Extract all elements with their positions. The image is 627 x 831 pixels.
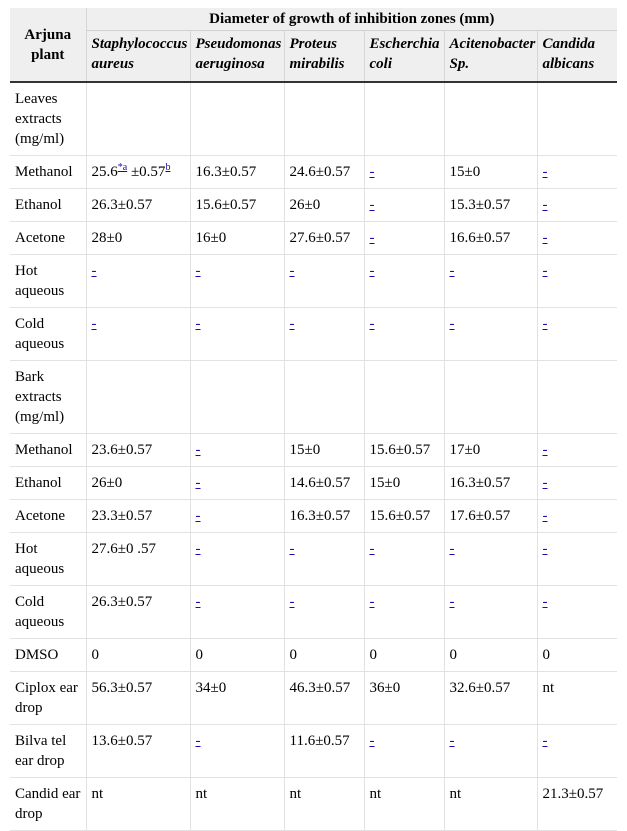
cell-proteus: 16.3±0.57 <box>284 500 364 533</box>
cell-candida <box>537 725 617 778</box>
table-row <box>10 222 617 255</box>
cell-candida <box>537 533 617 586</box>
cell-acitenobacter <box>444 255 537 308</box>
cell-proteus: 0 <box>284 639 364 672</box>
cell-candida <box>537 500 617 533</box>
cell-value: 25.6 <box>91 164 118 180</box>
cell-proteus: nt <box>284 778 364 831</box>
cell-escherchia <box>364 189 444 222</box>
cell-escherchia <box>364 156 444 189</box>
not-detected-link[interactable]: - <box>542 230 548 246</box>
cell-staphylococcus <box>86 255 190 308</box>
cell-proteus: 11.6±0.57 <box>284 725 364 778</box>
cell-pseudomonas <box>190 255 284 308</box>
not-detected-link[interactable]: - <box>542 508 548 524</box>
cell-escherchia: 36±0 <box>364 672 444 725</box>
cell-candida <box>537 467 617 500</box>
cell-staphylococcus: 23.3±0.57 <box>86 500 190 533</box>
not-detected-link[interactable]: - <box>542 541 548 557</box>
inhibition-zones-header: Diameter of growth of inhibition zones (mm) <box>86 8 617 31</box>
cell-acitenobacter: 17±0 <box>444 434 537 467</box>
not-detected-link[interactable]: - <box>449 263 455 279</box>
row-label: Methanol <box>10 156 86 189</box>
table-row <box>10 533 617 586</box>
cell-candida <box>537 308 617 361</box>
cell-proteus <box>284 361 364 434</box>
not-detected-link[interactable]: - <box>542 316 548 332</box>
not-detected-link[interactable]: - <box>542 594 548 610</box>
row-label: Methanol <box>10 434 86 467</box>
cell-candida <box>537 586 617 639</box>
table-row <box>10 434 617 467</box>
cell-pseudomonas: 16±0 <box>190 222 284 255</box>
cell-acitenobacter: nt <box>444 778 537 831</box>
cell-staphylococcus: 28±0 <box>86 222 190 255</box>
cell-staphylococcus: 26±0 <box>86 467 190 500</box>
not-detected-link[interactable]: - <box>195 508 201 524</box>
cell-acitenobacter: 17.6±0.57 <box>444 500 537 533</box>
column-header-candida: Candida albicans <box>537 31 617 83</box>
cell-staphylococcus: 26.3±0.57 <box>86 189 190 222</box>
cell-candida: 21.3±0.57 <box>537 778 617 831</box>
cell-staphylococcus: 0 <box>86 639 190 672</box>
column-header-escherchia: Escherchia coli <box>364 31 444 83</box>
cell-acitenobacter: 16.3±0.57 <box>444 467 537 500</box>
row-label: DMSO <box>10 639 86 672</box>
cell-acitenobacter: 32.6±0.57 <box>444 672 537 725</box>
not-detected-link[interactable]: - <box>369 594 375 610</box>
cell-escherchia <box>364 255 444 308</box>
cell-pseudomonas <box>190 82 284 156</box>
row-label: Leaves extracts (mg/ml) <box>10 82 86 156</box>
row-label: Candid ear drop <box>10 778 86 831</box>
cell-pseudomonas: 34±0 <box>190 672 284 725</box>
not-detected-link[interactable]: - <box>542 263 548 279</box>
table-body <box>10 82 617 831</box>
cell-acitenobacter: 16.6±0.57 <box>444 222 537 255</box>
cell-pseudomonas: 15.6±0.57 <box>190 189 284 222</box>
cell-staphylococcus: 26.3±0.57 <box>86 586 190 639</box>
cell-candida <box>537 255 617 308</box>
cell-proteus: 15±0 <box>284 434 364 467</box>
cell-proteus: 27.6±0.57 <box>284 222 364 255</box>
table-row <box>10 467 617 500</box>
cell-proteus <box>284 82 364 156</box>
footnote-link[interactable]: *a <box>117 162 128 173</box>
cell-staphylococcus: nt <box>86 778 190 831</box>
cell-pseudomonas <box>190 361 284 434</box>
footnote-link[interactable]: b <box>165 162 171 173</box>
cell-proteus: 24.6±0.57 <box>284 156 364 189</box>
not-detected-link[interactable]: - <box>195 541 201 557</box>
cell-escherchia <box>364 533 444 586</box>
table-row <box>10 586 617 639</box>
row-label: Hot aqueous <box>10 255 86 308</box>
cell-pseudomonas <box>190 586 284 639</box>
cell-staphylococcus <box>86 82 190 156</box>
not-detected-link[interactable]: - <box>542 442 548 458</box>
table-row <box>10 308 617 361</box>
cell-proteus: 26±0 <box>284 189 364 222</box>
row-label: Acetone <box>10 222 86 255</box>
cell-value-error: ±0.57 <box>127 164 166 180</box>
row-label: Hot aqueous <box>10 533 86 586</box>
cell-pseudomonas: 16.3±0.57 <box>190 156 284 189</box>
cell-staphylococcus: 13.6±0.57 <box>86 725 190 778</box>
cell-staphylococcus: 27.6±0 .57 <box>86 533 190 586</box>
not-detected-link[interactable]: - <box>449 316 455 332</box>
row-label: Bilva tel ear drop <box>10 725 86 778</box>
cell-staphylococcus: 56.3±0.57 <box>86 672 190 725</box>
table-row <box>10 156 617 189</box>
cell-pseudomonas <box>190 308 284 361</box>
row-label: Ciplox ear drop <box>10 672 86 725</box>
cell-candida <box>537 222 617 255</box>
table-row <box>10 639 617 672</box>
cell-proteus <box>284 533 364 586</box>
cell-acitenobacter <box>444 361 537 434</box>
cell-pseudomonas: nt <box>190 778 284 831</box>
not-detected-link[interactable]: - <box>289 263 295 279</box>
cell-acitenobacter: 0 <box>444 639 537 672</box>
row-label: Cold aqueous <box>10 308 86 361</box>
cell-escherchia: nt <box>364 778 444 831</box>
cell-acitenobacter: 15±0 <box>444 156 537 189</box>
table-row <box>10 725 617 778</box>
cell-candida <box>537 189 617 222</box>
table-row <box>10 189 617 222</box>
not-detected-link[interactable]: - <box>195 263 201 279</box>
table-row <box>10 82 617 156</box>
not-detected-link[interactable]: - <box>449 733 455 749</box>
row-label: Cold aqueous <box>10 586 86 639</box>
row-label: Bark extracts (mg/ml) <box>10 361 86 434</box>
not-detected-link[interactable]: - <box>289 594 295 610</box>
cell-candida <box>537 434 617 467</box>
cell-escherchia <box>364 586 444 639</box>
cell-escherchia: 15.6±0.57 <box>364 500 444 533</box>
column-header-proteus: Proteus mirabilis <box>284 31 364 83</box>
cell-escherchia: 15.6±0.57 <box>364 434 444 467</box>
cell-proteus <box>284 255 364 308</box>
cell-proteus <box>284 308 364 361</box>
cell-staphylococcus <box>86 308 190 361</box>
cell-acitenobacter <box>444 586 537 639</box>
not-detected-link[interactable]: - <box>542 733 548 749</box>
plant-column-header: Arjuna plant <box>10 8 86 82</box>
not-detected-link[interactable]: - <box>369 230 375 246</box>
table-row <box>10 500 617 533</box>
not-detected-link[interactable]: - <box>195 475 201 491</box>
column-header-staphylococcus: Staphylococcus aureus <box>86 31 190 83</box>
cell-escherchia <box>364 308 444 361</box>
cell-staphylococcus <box>86 156 190 189</box>
cell-proteus: 14.6±0.57 <box>284 467 364 500</box>
organism-header-row <box>10 31 617 83</box>
cell-pseudomonas <box>190 434 284 467</box>
cell-pseudomonas <box>190 467 284 500</box>
cell-staphylococcus: 23.6±0.57 <box>86 434 190 467</box>
not-detected-link[interactable]: - <box>449 541 455 557</box>
table-row <box>10 361 617 434</box>
table-row <box>10 778 617 831</box>
cell-pseudomonas <box>190 533 284 586</box>
cell-acitenobacter <box>444 82 537 156</box>
column-header-pseudomonas: Pseudomonas aeruginosa <box>190 31 284 83</box>
column-header-acitenobacter: Acitenobacter Sp. <box>444 31 537 83</box>
cell-escherchia: 15±0 <box>364 467 444 500</box>
not-detected-link[interactable]: - <box>542 197 548 213</box>
not-detected-link[interactable]: - <box>195 316 201 332</box>
not-detected-link[interactable]: - <box>289 316 295 332</box>
row-label: Ethanol <box>10 189 86 222</box>
not-detected-link[interactable]: - <box>542 164 548 180</box>
not-detected-link[interactable]: - <box>91 316 97 332</box>
table-header <box>10 8 617 82</box>
cell-pseudomonas <box>190 500 284 533</box>
not-detected-link[interactable]: - <box>195 594 201 610</box>
cell-escherchia: 0 <box>364 639 444 672</box>
cell-acitenobacter <box>444 725 537 778</box>
not-detected-link[interactable]: - <box>369 733 375 749</box>
cell-acitenobacter <box>444 533 537 586</box>
cell-pseudomonas <box>190 725 284 778</box>
cell-pseudomonas: 0 <box>190 639 284 672</box>
cell-staphylococcus <box>86 361 190 434</box>
not-detected-link[interactable]: - <box>369 316 375 332</box>
not-detected-link[interactable]: - <box>369 541 375 557</box>
not-detected-link[interactable]: - <box>195 733 201 749</box>
cell-proteus: 46.3±0.57 <box>284 672 364 725</box>
not-detected-link[interactable]: - <box>369 164 375 180</box>
cell-acitenobacter <box>444 308 537 361</box>
not-detected-link[interactable]: - <box>195 442 201 458</box>
row-label: Acetone <box>10 500 86 533</box>
cell-escherchia <box>364 725 444 778</box>
cell-proteus <box>284 586 364 639</box>
cell-escherchia <box>364 361 444 434</box>
cell-candida: nt <box>537 672 617 725</box>
inhibition-zone-table <box>10 8 617 831</box>
cell-acitenobacter: 15.3±0.57 <box>444 189 537 222</box>
row-label: Ethanol <box>10 467 86 500</box>
not-detected-link[interactable]: - <box>369 263 375 279</box>
table-row <box>10 255 617 308</box>
cell-escherchia <box>364 222 444 255</box>
cell-candida <box>537 156 617 189</box>
table-row <box>10 672 617 725</box>
not-detected-link[interactable]: - <box>369 197 375 213</box>
cell-candida <box>537 82 617 156</box>
cell-candida: 0 <box>537 639 617 672</box>
cell-escherchia <box>364 82 444 156</box>
not-detected-link[interactable]: - <box>289 541 295 557</box>
not-detected-link[interactable]: - <box>91 263 97 279</box>
cell-candida <box>537 361 617 434</box>
not-detected-link[interactable]: - <box>449 594 455 610</box>
not-detected-link[interactable]: - <box>542 475 548 491</box>
